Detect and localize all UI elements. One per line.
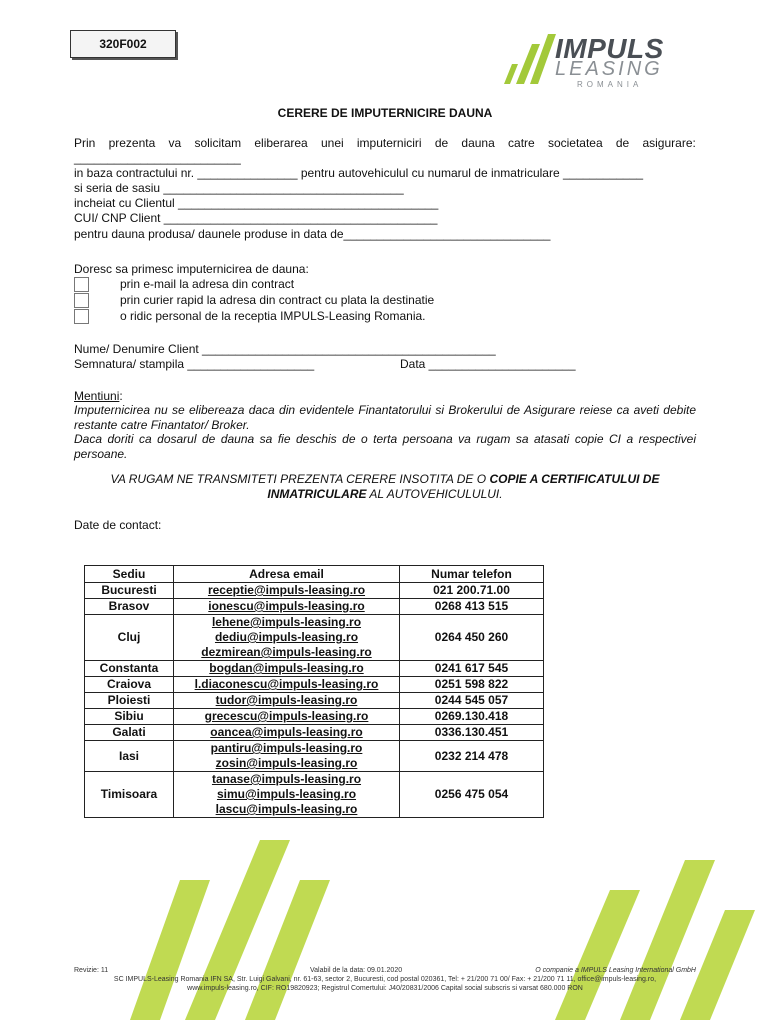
data-line: Data ______________________ (400, 357, 576, 371)
header-sediu: Sediu (85, 566, 174, 583)
intro-word: prezenta (108, 136, 156, 150)
header-telefon: Numar telefon (400, 566, 544, 583)
intro-word: societatea (547, 136, 603, 150)
mentiuni-paragraph-2: Daca doriti ca dosarul de dauna sa fie deschis de o terta persoana va rugam sa atasati copie CI a respectivei persoane. (74, 432, 696, 461)
cell-sediu: Iasi (85, 741, 174, 772)
cell-telefon: 021 200.71.00 (400, 583, 544, 599)
option-curier-checkbox[interactable] (74, 293, 89, 308)
email-link[interactable]: zosin@impuls-leasing.ro (215, 756, 358, 770)
call-to-action (74, 472, 696, 502)
cell-emails (174, 741, 400, 772)
cell-sediu: Bucuresti (85, 583, 174, 599)
option-personal-label: o ridic personal de la receptia IMPULS-Leasing Romania. (120, 309, 426, 323)
mentiuni-colon: : (119, 389, 123, 403)
intro-word: imputerniciri (356, 136, 422, 150)
email-link[interactable]: l.diaconescu@impuls-leasing.ro (194, 677, 379, 691)
cell-telefon: 0336.130.451 (400, 725, 544, 741)
email-link[interactable]: bogdan@impuls-leasing.ro (209, 661, 364, 675)
table-row (85, 693, 544, 709)
intro-word: de (615, 136, 630, 150)
table-row (85, 583, 544, 599)
cell-telefon: 0251 598 822 (400, 677, 544, 693)
document-title: CERERE DE IMPUTERNICIRE DAUNA (277, 106, 493, 120)
cell-telefon: 0256 475 054 (400, 772, 544, 818)
call-to-action-part1: VA RUGAM NE TRANSMITETI PREZENTA CERERE INSOTITA DE O (110, 472, 490, 486)
intro-line (74, 136, 696, 150)
cell-emails (174, 772, 400, 818)
header-email: Adresa email (174, 566, 400, 583)
table-row (85, 661, 544, 677)
cell-telefon: 0244 545 057 (400, 693, 544, 709)
email-link[interactable]: pantiru@impuls-leasing.ro (210, 741, 363, 755)
cell-telefon: 0232 214 478 (400, 741, 544, 772)
email-link[interactable]: simu@impuls-leasing.ro (216, 787, 357, 801)
email-link[interactable]: oancea@impuls-leasing.ro (210, 725, 363, 739)
intro-word: eliberarea (254, 136, 308, 150)
footer-registry: www.impuls-leasing.ro, CIF: RO19820923; Registrul Comertului: J40/20831/2006 Capital social subscris si varsat 680.000 RON (187, 985, 583, 992)
blank-line: _________________________ (74, 151, 241, 165)
client-line: incheiat cu Clientul _______________________________________ (74, 196, 439, 210)
cell-emails (174, 693, 400, 709)
mentiuni-paragraph-1: Imputernicirea nu se elibereaza daca din evidentele Finantatorului si Brokerului de Asigurare reiese ca aveti debite restante catre Finantator/ Broker. (74, 403, 696, 432)
intro-word: asigurare: (642, 136, 696, 150)
option-curier-label: prin curier rapid la adresa din contract cu plata la destinatie (120, 293, 435, 307)
table-row (85, 741, 544, 772)
cell-emails (174, 583, 400, 599)
email-link[interactable]: dezmirean@impuls-leasing.ro (201, 645, 372, 659)
footer-address: SC IMPULS-Leasing Romania IFN SA, Str. Luigi Galvani, nr. 61-63, sector 2, Bucuresti, cod postal 020361, Tel: + 21/200 71 00/ Fax: + 21/200 71 11, office@impuls-leasing.ro, (113, 976, 657, 983)
dauna-date-line: pentru dauna produsa/ daunele produse in data de_______________________________ (74, 227, 551, 241)
cui-line: CUI/ CNP Client _________________________________________ (74, 211, 438, 225)
cell-emails (174, 599, 400, 615)
email-link[interactable]: ionescu@impuls-leasing.ro (208, 599, 365, 613)
email-link[interactable]: dediu@impuls-leasing.ro (214, 630, 359, 644)
cell-telefon: 0269.130.418 (400, 709, 544, 725)
email-link[interactable]: lehene@impuls-leasing.ro (211, 615, 362, 629)
semnatura-line: Semnatura/ stampila ___________________ (74, 357, 315, 371)
cell-sediu: Timisoara (85, 772, 174, 818)
email-link[interactable]: tudor@impuls-leasing.ro (215, 693, 358, 707)
table-row (85, 725, 544, 741)
cell-sediu: Constanta (85, 661, 174, 677)
option-personal-checkbox[interactable] (74, 309, 89, 324)
email-link[interactable]: receptie@impuls-leasing.ro (207, 583, 366, 597)
intro-word: dauna (461, 136, 495, 150)
option-email-label: prin e-mail la adresa din contract (120, 277, 295, 291)
contacts-table-header (85, 566, 544, 583)
table-row (85, 599, 544, 615)
logo-word-impuls: IMPULS (555, 33, 664, 64)
contacts-label: Date de contact: (74, 518, 162, 532)
cell-emails (174, 677, 400, 693)
cell-telefon: 0268 413 515 (400, 599, 544, 615)
sasiu-line: si seria de sasiu ____________________________________ (74, 181, 404, 195)
table-row (85, 709, 544, 725)
call-to-action-bold: COPIE A CERTIFICATULUI DE INMATRICULARE (267, 472, 660, 501)
intro-word: va (168, 136, 182, 150)
table-row (85, 677, 544, 693)
intro-word: Prin (74, 136, 96, 150)
footer-top-row (74, 966, 696, 975)
logo-word-leasing: LEASING (555, 58, 663, 80)
cell-sediu: Cluj (85, 615, 174, 661)
intro-word: de (434, 136, 449, 150)
logo-word-romania: ROMANIA (577, 80, 643, 89)
email-link[interactable]: lascu@impuls-leasing.ro (215, 802, 358, 816)
impuls-logo-icon (498, 30, 558, 86)
cell-emails (174, 709, 400, 725)
cell-telefon: 0264 450 260 (400, 615, 544, 661)
email-link[interactable]: tanase@impuls-leasing.ro (211, 772, 362, 786)
footer-revizie: Revizie: 11 (74, 967, 109, 974)
table-row (85, 772, 544, 818)
footer-companie: O companie a IMPULS Leasing International GmbH (535, 967, 696, 974)
cell-sediu: Brasov (85, 599, 174, 615)
intro-word: unei (320, 136, 344, 150)
cell-emails (174, 615, 400, 661)
cell-emails (174, 661, 400, 677)
table-row (85, 615, 544, 661)
footer-valabil: Valabil de la data: 09.01.2020 (310, 967, 403, 974)
contacts-table (84, 565, 544, 818)
intro-word: catre (508, 136, 535, 150)
mentiuni-heading-text: Mentiuni (74, 389, 120, 403)
decorative-stripes-icon (0, 820, 770, 1024)
cell-sediu: Ploiesti (85, 693, 174, 709)
email-link[interactable]: grecescu@impuls-leasing.ro (204, 709, 369, 723)
cell-sediu: Galati (85, 725, 174, 741)
cell-emails (174, 725, 400, 741)
option-email-checkbox[interactable] (74, 277, 89, 292)
form-code: 320F002 (70, 30, 176, 58)
mentiuni-heading (74, 389, 123, 404)
cell-sediu: Craiova (85, 677, 174, 693)
intro-word: solicitam (194, 136, 242, 150)
contract-line: in baza contractului nr. _______________ pentru autovehiculul cu numarul de inmatriculare ____________ (74, 166, 644, 180)
cell-telefon: 0241 617 545 (400, 661, 544, 677)
options-intro: Doresc sa primesc imputernicirea de dauna: (74, 262, 309, 276)
cell-sediu: Sibiu (85, 709, 174, 725)
call-to-action-part2: AL AUTOVEHICULULUI. (366, 487, 503, 501)
nume-client-line: Nume/ Denumire Client ____________________________________________ (74, 342, 496, 356)
